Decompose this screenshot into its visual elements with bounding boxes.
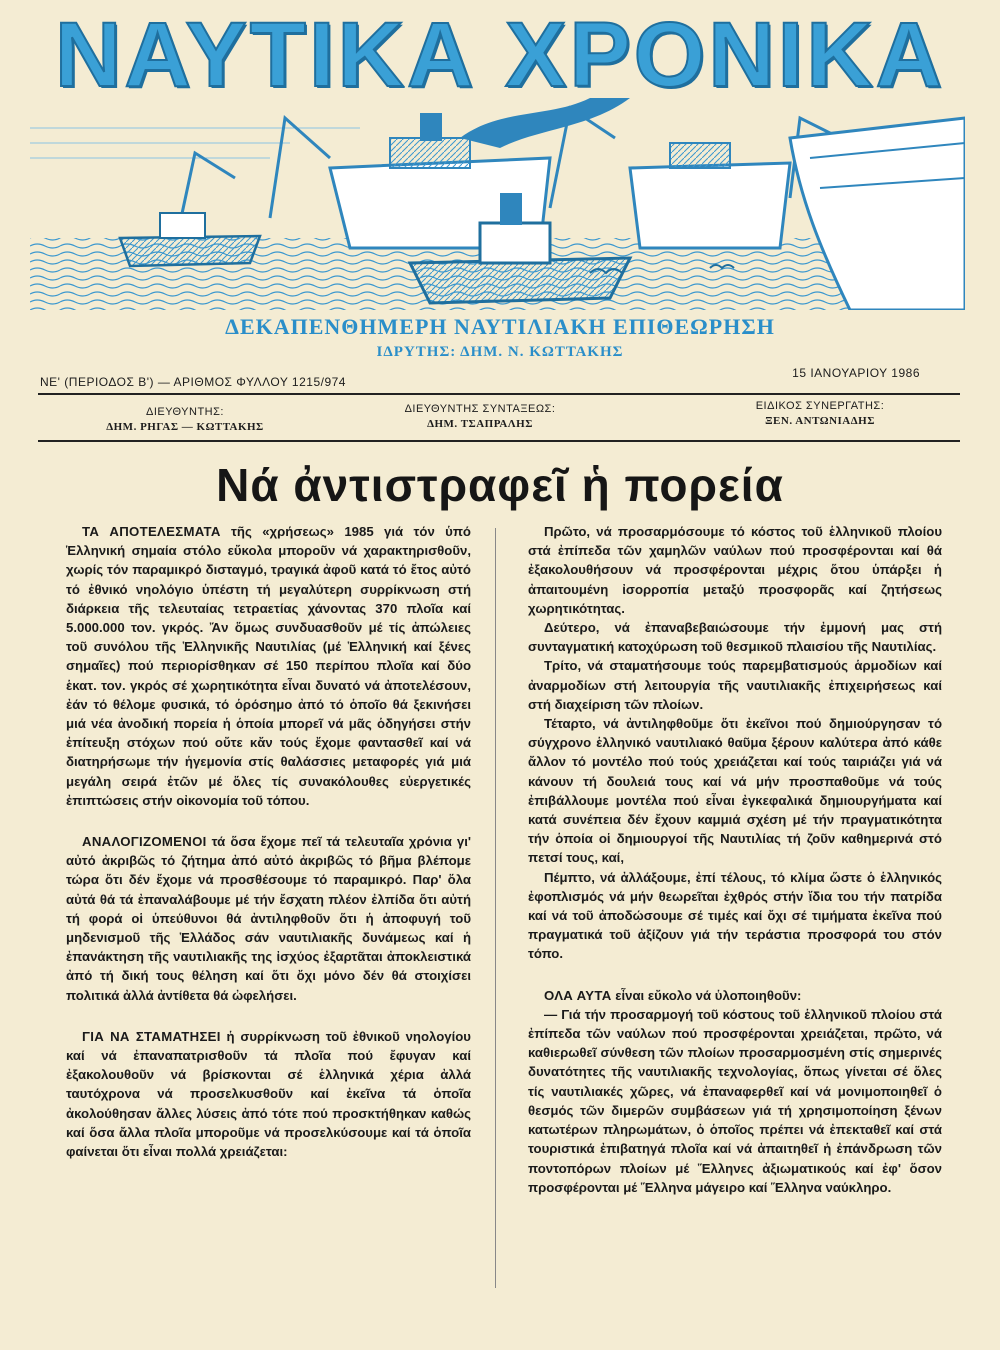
article-paragraph: — Γιά τήν προσαρμογή τοῦ κόστους τοῦ ἑλληνικοῦ πλοίου στά ἐπίπεδα τῶν ναύλων πού προσφέρονται χρειάζεται, πρῶτο, νά καθιερωθεῖ σύνθεση τῶν πλοίων προσαρμοσμένη στίς σημερινές δυνατότητες τῆς ναυτιλιακῆς τεχνολογίας, ὅπως γίνεται σέ ὅλες τίς ναυτιλιακές χῶρες, νά ἐπαναφερθεῖ καί νά μονιμοποιηθεῖ ὁ θεσμός τῶν διμερῶν συμβάσεων γιά τή χρησιμοποίηση ξένων κατωτέρων πληρωμάτων, ὁ ὁποῖος πρέπει νά ἐπεκταθεῖ καί στά τουριστικά ἐπιβατηγά πλοῖα καί νά ἀπαιτηθεῖ ἡ ἐπάνδρωση τῶν ποντοπόρων πλοίων μέ Ἕλληνες ἀξιωματικούς καί ἐφ' ὅσον προσφέρονται μέ Ἕλληνα μάγειρο καί Ἕλληνα ναύκληρο. bbox=[528, 1006, 942, 1195]
article-headline: Νά ἀντιστραφεῖ ἡ πορεία bbox=[216, 459, 784, 511]
staff-contributor-name: ΞΕΝ. ΑΝΤΩΝΙΑΔΗΣ bbox=[765, 415, 875, 427]
staff-contributor-label: ΕΙΔΙΚΟΣ ΣΥΝΕΡΓΑΤΗΣ: bbox=[755, 400, 885, 412]
header-rule-bottom bbox=[38, 440, 960, 442]
masthead-title: ΝΑΥΤΙΚΑ ΧΡΟΝΙΚΑ bbox=[54, 4, 946, 106]
staff-director-label: ΔΙΕΥΘΥΝΤΗΣ: bbox=[146, 406, 224, 418]
article-paragraph: Δεύτερο, νά ἐπαναβεβαιώσουμε τήν ἐμμονή μας στή συνταγματική κατοχύρωση τοῦ θεσμικοῦ πλαισίου τῆς Ναυτιλίας. bbox=[528, 620, 942, 655]
paragraph-lead: ΑΝΑΛΟΓΙΖΟΜΕΝΟΙ bbox=[82, 834, 207, 850]
article-column-right bbox=[528, 522, 942, 1197]
article-paragraph bbox=[66, 1027, 471, 1161]
staff-editor bbox=[380, 402, 580, 432]
paragraph-body: τῆς «χρήσεως» 1985 γιά τόν ὑπό Ἑλληνική σημαία στόλο εὔκολα μποροῦν νά χαρακτηρισθοῦν, χωρίς τόν παραμικρό δισταγμό, τραγικά ἀφοῦ κατά τό ἔτος αὐτό τό ἐθνικό νηολόγιο ὑπέστη τή μεγαλύτερη συρρίκνωση στή διάρκεια τῆς τελευταίας τετραετίας χάνοντας 370 πλοῖα καί 5.000.000 τον. γκρός. Ἄν ὅμως συνδυασθοῦν μέ τίς ἀπώλειες τοῦ συνόλου τῆς Ἑλληνικῆς Ναυτιλίας (μέ Ἑλληνική καί ξένες σημαῖες) πού περιορίσθηκαν σέ 150 περίπου πλοῖα καί δύο ἑκατ. τον. γκρός σέ χωρητικότητα εἶναι δυνατό νά ἀποτελέσουν, ἐάν τό θέλομε φυσικά, τό ὁρόσημο ἀπό τό ὁποῖο θά ξεκινήσει μιά νέα ἀνοδική πορεία ἡ ὁποία μπορεῖ νά μᾶς ὁδηγήσει στήν ἐπίτευξη στόχων πού οὔτε κἄν τούς ἔχομε φαντασθεῖ καί νά διατηρήσωμε τήν ἡγεμονία στίς θαλάσσιες μεταφορές γιά μιά μεγάλη σειρά ἐτῶν μέ ὅλες τίς συνακόλουθες εὐεργετικές ἐπιπτώσεις στήν οἰκονομία τοῦ τόπου. bbox=[66, 524, 471, 808]
founder-line: ΙΔΡΥΤΗΣ: ΔΗΜ. Ν. ΚΩΤΤΑΚΗΣ bbox=[376, 344, 624, 360]
paragraph-lead: ΤΑ ΑΠΟΤΕΛΕΣΜΑΤΑ bbox=[82, 524, 221, 539]
masthead-subtitle: ΔΕΚΑΠΕΝΘΗΜΕΡΗ ΝΑΥΤΙΛΙΑΚΗ ΕΠΙΘΕΩΡΗΣΗ bbox=[225, 314, 775, 339]
article-paragraph: Πρῶτο, νά προσαρμόσουμε τό κόστος τοῦ ἑλληνικοῦ πλοίου στά ἐπίπεδα τῶν χαμηλῶν ναύλων πού προσφέρονται καί θά ἐξακολουθήσουν νά προσφέρονται μέχρις ὅτου ὑπάρξει ἡ ἀπαιτουμένη ἰσορροπία μεταξύ προσφορᾶς καί ζητήσεως χωρητικότητας. bbox=[528, 524, 942, 616]
staff-director bbox=[80, 405, 290, 435]
article-column-left bbox=[66, 522, 471, 1161]
issue-info: ΝΕ' (ΠΕΡΙΟΔΟΣ Β') — ΑΡΙΘΜΟΣ ΦΥΛΛΟΥ 1215/974 bbox=[40, 375, 346, 389]
staff-editor-name: ΔΗΜ. ΤΣΑΠΡΑΛΗΣ bbox=[427, 418, 533, 430]
column-divider bbox=[495, 528, 496, 1288]
article-paragraph: Πέμπτο, νά ἀλλάξουμε, ἐπί τέλους, τό κλίμα ὥστε ὁ ἑλληνικός ἐφοπλισμός νά μήν θεωρεῖται ἐχθρός στήν ἴδια του τήν πατρίδα καί νά τοῦ ἀποδώσουμε σέ τιμές καί ὄχι σέ τιμήματα ἐκεῖνα πού πραγματικά τοῦ ἀξίζουν γιά τήν τεράστια προσφορά του στόν τόπο. bbox=[528, 869, 942, 962]
article-paragraph: Τέταρτο, νά ἀντιληφθοῦμε ὅτι ἐκεῖνοι πού δημιούργησαν τό σύγχρονο ἑλληνικό ναυτιλιακό θαῦμα ξέρουν καλύτερα ἀπό κάθε ἄλλον τό μοντέλο πού τούς χρειάζεται καί τούς ταιριάζει γιά νά κάνουν τή δουλειά τους καί νά μήν προσπαθοῦμε νά τούς ἐπιβάλλουμε μοντέλα πού εἶναι ἐγκεφαλικά δημιουργήματα καί κατά συνέπεια δέν ἔχουν καμμιά σχέση μέ τήν πραγματικότητα τήν ὁποία οἱ δημιουργοί τῆς Ναυτιλίας τή ζοῦν καθημερινά στό πετσί τους, καί, bbox=[528, 716, 942, 866]
paragraph-body: εἶναι εὔκολο νά ὑλοποιηθοῦν: bbox=[611, 987, 802, 1003]
staff-editor-label: ΔΙΕΥΘΥΝΤΗΣ ΣΥΝΤΑΞΕΩΣ: bbox=[404, 403, 556, 415]
article-paragraph bbox=[66, 832, 471, 1005]
paragraph-lead: ΟΛΑ ΑΥΤΑ bbox=[544, 987, 612, 1003]
issue-date: 15 ΙΑΝΟΥΑΡΙΟΥ 1986 bbox=[792, 366, 920, 380]
paragraph-body: τά ὅσα ἔχομε πεῖ τά τελευταῖα χρόνια γι' αὐτό ἀκριβῶς τό ζήτημα ἀπό αὐτό ἀκριβῶς τό βῆμα βλέπομε τώρα ὅτι δέν ἔχομε νά προσθέσουμε τό παραμικρό. Παρ' ὅλα αὐτά θά τά ἐπαναλάβουμε μέ τήν ἔσχατη πλέον ἐλπίδα ὅτι αὐτή τή φορά οἱ ὑπεύθυνοι θά ἀντιληφθοῦν ὅτι ἡ ἀποφυγή τοῦ μηδενισμοῦ τῆς Ἑλλάδος σάν ναυτιλιακῆς δυνάμεως καί ἡ ἐπανάκτηση τῆς ναυτιλιακῆς της ἰσχύος ἐξαρτᾶται ἀποκλειστικά ἀπό τή δική τους θέληση καί ὅτι ὄχι μόνο δέν θά στοιχίσει πολιτικά ἀλλά ἀντίθετα θά ὠφελήσει. bbox=[66, 834, 471, 1003]
header-rule-top bbox=[38, 393, 960, 395]
staff-director-name: ΔΗΜ. ΡΗΓΑΣ — ΚΩΤΤΑΚΗΣ bbox=[106, 421, 264, 433]
article-paragraph: Τρίτο, νά σταματήσουμε τούς παρεμβατισμούς ἁρμοδίων καί ἀναρμοδίων στή λειτουργία τῆς ναυτιλιακῆς ἐπιχειρήσεως καί στή διαχείριση τῶν πλοίων. bbox=[528, 658, 942, 712]
paragraph-body: ἡ συρρίκνωση τοῦ ἐθνικοῦ νηολογίου καί νά ἐπαναπατρισθοῦν τά πλοῖα πού ἔφυγαν καί ἐξακολουθοῦν νά βρίσκονται σέ ἑλληνικά χέρια ἀλλά ταυτόχρονα νά προσελκυσθοῦν καί ἐκεῖνα τά ὁποῖα ἀκολούθησαν ἄλλες λύσεις ἀπό τότε πού προσκτήθηκαν καθώς καί ὅσα ἄλλα πλοῖα μποροῦμε νά προσελκύσουμε καί τά ὁποῖα φαίνεται ὅτι εἶναι πολλά χρειάζεται: bbox=[66, 1028, 471, 1160]
article-paragraph bbox=[66, 522, 471, 810]
paragraph-lead: ΓΙΑ ΝΑ ΣΤΑΜΑΤΗΣΕΙ bbox=[82, 1028, 221, 1044]
article-paragraph bbox=[528, 986, 942, 1005]
staff-contributor bbox=[720, 399, 920, 429]
harbor-ships-illustration bbox=[30, 98, 965, 310]
